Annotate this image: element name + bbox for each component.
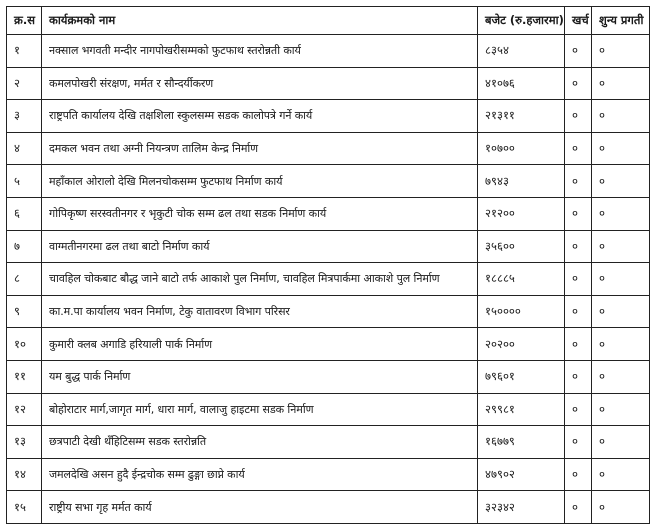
table-row bbox=[7, 426, 650, 459]
row-serial: २ bbox=[7, 67, 42, 100]
row-program-name: दमकल भवन तथा अग्नी नियन्त्रण तालिम केन्द्र निर्माण bbox=[42, 132, 478, 165]
table-row bbox=[7, 491, 650, 524]
row-expense: ० bbox=[565, 426, 592, 459]
row-program-name: राष्ट्रपति कार्यालय देखि तक्षशिला स्कुलसम्म सडक कालोपत्रे गर्ने कार्य bbox=[42, 100, 478, 133]
budget-table bbox=[6, 6, 650, 524]
header-zero-progress: शुन्य प्रगती bbox=[592, 7, 650, 35]
row-serial: ३ bbox=[7, 100, 42, 133]
row-budget: २०२०० bbox=[478, 328, 565, 361]
row-budget: २१३११ bbox=[478, 100, 565, 133]
row-zero-progress: ० bbox=[592, 458, 650, 491]
table-row bbox=[7, 328, 650, 361]
row-expense: ० bbox=[565, 393, 592, 426]
row-budget: १५०००० bbox=[478, 295, 565, 328]
row-program-name: का.म.पा कार्यालय भवन निर्माण, टेकु वातावरण विभाग परिसर bbox=[42, 295, 478, 328]
row-program-name: राष्ट्रीय सभा गृह मर्मत कार्य bbox=[42, 491, 478, 524]
row-serial: ६ bbox=[7, 197, 42, 230]
row-zero-progress: ० bbox=[592, 35, 650, 68]
header-program-name: कार्यक्रमको नाम bbox=[42, 7, 478, 35]
row-expense: ० bbox=[565, 100, 592, 133]
row-zero-progress: ० bbox=[592, 230, 650, 263]
table-row bbox=[7, 393, 650, 426]
row-program-name: छत्रपाटी देखी थँहिटिसम्म सडक स्तरोन्नति bbox=[42, 426, 478, 459]
row-serial: १ bbox=[7, 35, 42, 68]
row-budget: ४१०७६ bbox=[478, 67, 565, 100]
table-row bbox=[7, 35, 650, 68]
table-row bbox=[7, 100, 650, 133]
row-serial: १२ bbox=[7, 393, 42, 426]
table-row bbox=[7, 197, 650, 230]
header-serial: क्र.स bbox=[7, 7, 42, 35]
table-row bbox=[7, 132, 650, 165]
row-budget: २१२०० bbox=[478, 197, 565, 230]
row-expense: ० bbox=[565, 230, 592, 263]
row-program-name: यम बुद्ध पार्क निर्माण bbox=[42, 360, 478, 393]
row-expense: ० bbox=[565, 132, 592, 165]
header-budget: बजेट (रु.हजारमा) bbox=[478, 7, 565, 35]
row-budget: १०७०० bbox=[478, 132, 565, 165]
row-budget: ३२३४२ bbox=[478, 491, 565, 524]
row-expense: ० bbox=[565, 35, 592, 68]
row-zero-progress: ० bbox=[592, 197, 650, 230]
row-budget: २९९८१ bbox=[478, 393, 565, 426]
row-program-name: नक्साल भगवती मन्दीर नागपोखरीसम्मको फुटफाथ स्तरोन्नती कार्य bbox=[42, 35, 478, 68]
table-row bbox=[7, 458, 650, 491]
row-serial: ९ bbox=[7, 295, 42, 328]
row-zero-progress: ० bbox=[592, 100, 650, 133]
row-zero-progress: ० bbox=[592, 263, 650, 296]
table-row bbox=[7, 263, 650, 296]
table-row bbox=[7, 67, 650, 100]
row-program-name: कुमारी क्लब अगाडि हरियाली पार्क निर्माण bbox=[42, 328, 478, 361]
row-serial: ८ bbox=[7, 263, 42, 296]
row-expense: ० bbox=[565, 165, 592, 198]
header-row bbox=[7, 7, 650, 35]
row-serial: ११ bbox=[7, 360, 42, 393]
row-serial: ४ bbox=[7, 132, 42, 165]
row-expense: ० bbox=[565, 458, 592, 491]
row-expense: ० bbox=[565, 328, 592, 361]
row-expense: ० bbox=[565, 360, 592, 393]
row-serial: ७ bbox=[7, 230, 42, 263]
row-zero-progress: ० bbox=[592, 491, 650, 524]
row-expense: ० bbox=[565, 295, 592, 328]
row-zero-progress: ० bbox=[592, 328, 650, 361]
row-zero-progress: ० bbox=[592, 360, 650, 393]
row-program-name: महाँकाल ओरालो देखि मिलनचोकसम्म फुटफाथ निर्माण कार्य bbox=[42, 165, 478, 198]
row-serial: १३ bbox=[7, 426, 42, 459]
row-expense: ० bbox=[565, 197, 592, 230]
table-row bbox=[7, 295, 650, 328]
row-expense: ० bbox=[565, 67, 592, 100]
row-serial: १० bbox=[7, 328, 42, 361]
header-expense: खर्च bbox=[565, 7, 592, 35]
row-serial: १५ bbox=[7, 491, 42, 524]
row-program-name: चावहिल चोकबाट बौद्ध जाने बाटो तर्फ आकाशे पुल निर्माण, चावहिल मित्रपार्कमा आकाशे पुल निर्माण bbox=[42, 263, 478, 296]
row-expense: ० bbox=[565, 491, 592, 524]
row-zero-progress: ० bbox=[592, 295, 650, 328]
row-program-name: वाग्मतीनगरमा ढल तथा बाटो निर्माण कार्य bbox=[42, 230, 478, 263]
row-budget: ४७९०२ bbox=[478, 458, 565, 491]
row-zero-progress: ० bbox=[592, 165, 650, 198]
row-budget: ३५६०० bbox=[478, 230, 565, 263]
row-program-name: गोपिकृष्ण सरस्वतीनगर र भृकुटी चोक सम्म ढल तथा सडक निर्माण कार्य bbox=[42, 197, 478, 230]
row-budget: १८८८५ bbox=[478, 263, 565, 296]
row-zero-progress: ० bbox=[592, 426, 650, 459]
row-serial: ५ bbox=[7, 165, 42, 198]
row-program-name: कमलपोखरी संरक्षण, मर्मत र सौन्दर्यीकरण bbox=[42, 67, 478, 100]
row-program-name: जमलदेखि असन हुदै ईन्द्रचोक सम्म ढुङ्गा छाप्ने कार्य bbox=[42, 458, 478, 491]
row-budget: १६७७९ bbox=[478, 426, 565, 459]
row-serial: १४ bbox=[7, 458, 42, 491]
table-row bbox=[7, 165, 650, 198]
row-zero-progress: ० bbox=[592, 132, 650, 165]
row-budget: ८३५४ bbox=[478, 35, 565, 68]
row-budget: ७९४३ bbox=[478, 165, 565, 198]
row-budget: ७९६०१ bbox=[478, 360, 565, 393]
row-program-name: बोहोराटार मार्ग,जागृत मार्ग, धारा मार्ग, वालाजु हाइटमा सडक निर्माण bbox=[42, 393, 478, 426]
table-row bbox=[7, 360, 650, 393]
row-zero-progress: ० bbox=[592, 393, 650, 426]
table-row bbox=[7, 230, 650, 263]
row-expense: ० bbox=[565, 263, 592, 296]
row-zero-progress: ० bbox=[592, 67, 650, 100]
